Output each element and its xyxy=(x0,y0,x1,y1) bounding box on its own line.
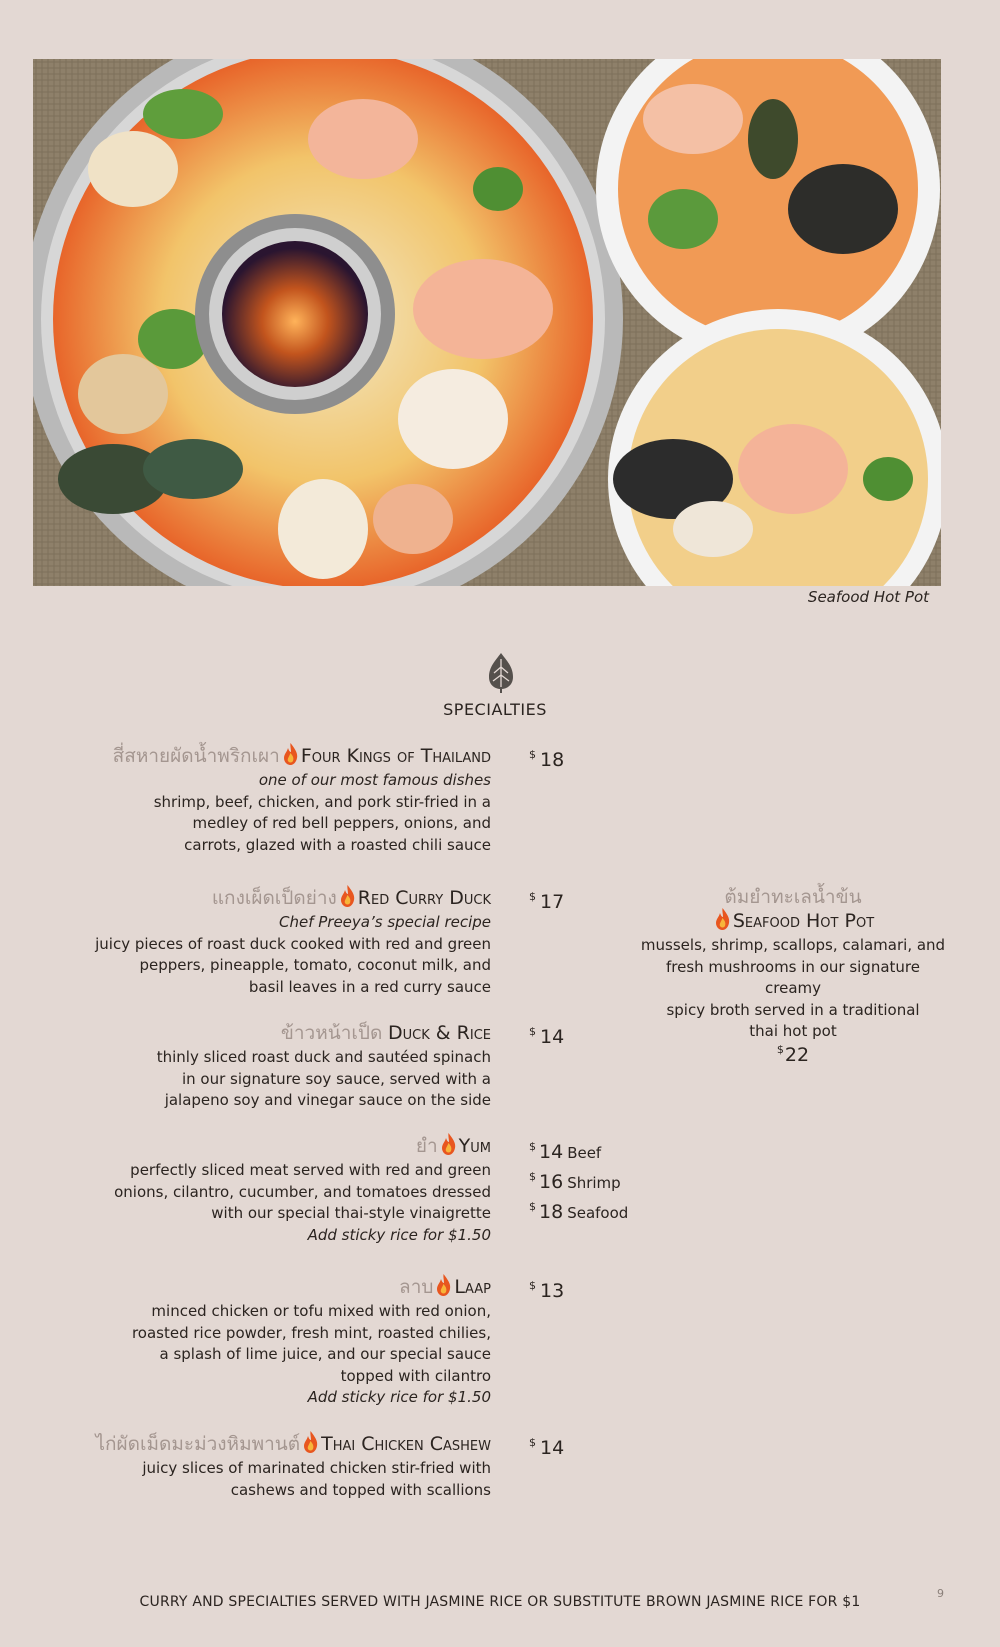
spicy-flame-icon xyxy=(441,1133,456,1155)
dish-desc-line: thai hot pot xyxy=(749,1022,837,1040)
price-option xyxy=(529,1135,628,1165)
dish-desc-line: peppers, pineapple, tomato, coconut milk, and xyxy=(139,956,491,974)
dish-name: Seafood Hot Pot xyxy=(732,910,875,932)
price-label: Shrimp xyxy=(567,1174,621,1192)
menu-item-thai-chicken-cashew xyxy=(51,1431,491,1501)
dish-desc-line: a splash of lime juice, and our special sauce xyxy=(159,1345,491,1363)
menu-item-head xyxy=(51,1431,491,1458)
menu-item-head xyxy=(51,885,491,912)
currency-symbol: $ xyxy=(529,748,536,761)
price-laap xyxy=(529,1279,564,1302)
price-duck-rice xyxy=(529,1025,564,1048)
thai-name: แกงเผ็ดเป็ดย่าง xyxy=(211,887,337,909)
menu-item-duck-rice xyxy=(51,1020,491,1112)
dish-name: Four Kings of Thailand xyxy=(300,745,491,767)
thai-name: ไก่ผัดเม็ดมะม่วงหิมพานต์ xyxy=(95,1433,301,1455)
dish-desc-line: in our signature soy sauce, served with a xyxy=(181,1069,491,1088)
menu-item-red-curry-duck xyxy=(51,885,491,998)
lotus-icon xyxy=(487,651,515,693)
price-list-yum xyxy=(529,1135,628,1225)
price-thai-chicken-cashew xyxy=(529,1436,564,1459)
price-value: 18 xyxy=(540,749,565,771)
dish-desc-line: mussels, shrimp, scallops, calamari, and xyxy=(640,936,946,954)
spicy-flame-icon xyxy=(436,1274,451,1296)
dish-desc-line: fresh mushrooms in our signature creamy xyxy=(666,957,920,997)
thai-name: ข้าวหน้าเป็ด xyxy=(280,1022,383,1044)
dish-desc-line: thinly sliced roast duck and sautéed spinach xyxy=(156,1048,491,1066)
price-red-curry-duck xyxy=(529,890,564,913)
dish-desc-line: cashews and topped with scallions xyxy=(230,1480,491,1499)
menu-item-four-kings xyxy=(51,743,491,856)
currency-symbol: $ xyxy=(529,1279,536,1292)
dish-name: Thai Chicken Cashew xyxy=(321,1433,491,1455)
dish-desc-line: medley of red bell peppers, onions, and xyxy=(192,814,491,832)
price-value: 17 xyxy=(540,891,565,913)
spicy-flame-icon xyxy=(283,743,298,765)
price-value: 18 xyxy=(539,1201,564,1223)
dish-desc-line: spicy broth served in a traditional xyxy=(666,1000,920,1019)
price-value: 16 xyxy=(539,1171,564,1193)
menu-item-laap xyxy=(51,1274,491,1409)
menu-item-head xyxy=(51,1133,491,1160)
menu-item-head xyxy=(637,908,949,935)
spicy-flame-icon xyxy=(715,908,730,930)
dish-desc-line: minced chicken or tofu mixed with red onion, xyxy=(151,1302,491,1320)
price-value: 14 xyxy=(540,1026,565,1048)
page-number: 9 xyxy=(937,1587,944,1600)
dish-name: Red Curry Duck xyxy=(357,887,491,909)
featured-item-seafood-hot-pot xyxy=(637,886,949,1066)
photo-caption: Seafood Hot Pot xyxy=(807,588,929,606)
spicy-flame-icon xyxy=(340,885,355,907)
dish-note: Add sticky rice for $1.50 xyxy=(307,1388,491,1406)
currency-symbol: $ xyxy=(529,1140,536,1153)
dish-desc-line: onions, cilantro, cucumber, and tomatoes dressed xyxy=(114,1182,491,1201)
menu-item-yum xyxy=(51,1133,491,1246)
thai-name: ยำ xyxy=(415,1135,438,1157)
menu-item-head xyxy=(51,1020,491,1047)
currency-symbol: $ xyxy=(776,1042,784,1056)
dish-desc-line: roasted rice powder, fresh mint, roasted chilies, xyxy=(131,1323,491,1342)
currency-symbol: $ xyxy=(529,1170,536,1183)
dish-desc-line: perfectly sliced meat served with red and green xyxy=(130,1161,491,1179)
price-value: 13 xyxy=(540,1280,565,1302)
dish-desc-line: shrimp, beef, chicken, and pork stir-fried in a xyxy=(153,792,491,811)
dish-subtitle: one of our most famous dishes xyxy=(258,771,491,789)
dish-desc-line: juicy pieces of roast duck cooked with red and green xyxy=(95,934,491,953)
dish-desc-line: juicy slices of marinated chicken stir-fried with xyxy=(142,1459,491,1477)
dish-name: Laap xyxy=(454,1276,491,1298)
currency-symbol: $ xyxy=(529,1025,536,1038)
dish-desc-line: jalapeno soy and vinegar sauce on the side xyxy=(164,1091,491,1109)
dish-desc-line: topped with cilantro xyxy=(340,1366,491,1385)
seafood-hot-pot-photo xyxy=(33,59,941,586)
thai-name: สี่สหายผัดน้ำพริกเผา xyxy=(112,745,280,767)
spicy-flame-icon xyxy=(303,1431,318,1453)
price-option xyxy=(529,1165,628,1195)
section-title: SPECIALTIES xyxy=(443,700,547,719)
dish-subtitle: Chef Preeya’s special recipe xyxy=(278,913,491,931)
price-seafood-hot-pot xyxy=(637,1043,949,1066)
footer-note: CURRY AND SPECIALTIES SERVED WITH JASMINE RICE OR SUBSTITUTE BROWN JASMINE RICE FOR $1 xyxy=(139,1594,861,1610)
price-value: 14 xyxy=(539,1141,564,1163)
price-label: Beef xyxy=(567,1144,602,1162)
dish-desc-line: basil leaves in a red curry sauce xyxy=(248,977,491,996)
price-option xyxy=(529,1195,628,1225)
thai-name: ลาบ xyxy=(399,1276,434,1298)
dish-name: Duck & Rice xyxy=(388,1022,491,1044)
menu-item-head xyxy=(51,1274,491,1301)
dish-note: Add sticky rice for $1.50 xyxy=(307,1225,491,1244)
dish-desc-line: carrots, glazed with a roasted chili sauce xyxy=(184,835,491,854)
price-value: 14 xyxy=(540,1437,565,1459)
price-label: Seafood xyxy=(567,1204,629,1222)
dish-name: Yum xyxy=(458,1135,491,1157)
currency-symbol: $ xyxy=(529,1200,536,1213)
thai-name: ต้มยำทะเลน้ำข้น xyxy=(724,886,862,908)
dish-desc-line: with our special thai-style vinaigrette xyxy=(211,1204,491,1222)
currency-symbol: $ xyxy=(529,1436,536,1449)
price-four-kings xyxy=(529,748,564,771)
currency-symbol: $ xyxy=(529,890,536,903)
menu-item-head xyxy=(51,743,491,770)
price-value: 22 xyxy=(784,1043,810,1066)
food-photo-illustration xyxy=(33,59,941,586)
